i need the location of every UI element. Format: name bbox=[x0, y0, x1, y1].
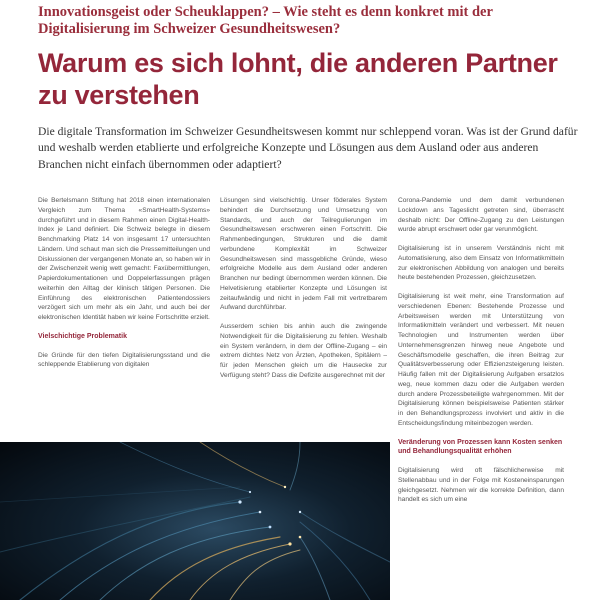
body-column-1 bbox=[38, 196, 210, 444]
section-heading: Vielschichtige Problematik bbox=[38, 332, 127, 340]
body-column-2 bbox=[220, 196, 387, 444]
article-lead: Die digitale Transformation im Schweizer Gesundheitswesen kommt nur schleppend voran. Was ist der Grund dafür und weshalb werden etablierte und erfolgreiche Konzepte und Lösungen aus dem Ausland oder aus anderen Branchen nicht einfach übernommen oder adaptiert? bbox=[38, 125, 578, 171]
body-paragraph: Lösungen sind vielschichtig. Unser föderales System behindert die Durchsetzung und Umsetzung von Standards, und auch der Teilregulierungen im Gesundheitswesen erschweren einen Fortschritt. Die Rahmenbedingungen, Strukturen und die damit verbundene Komplexität im Schweizer Gesundheitswesen sind massgebliche Gründe, wieso erfolgreiche Modelle aus dem Ausland oder anderen Branchen nur bedingt übernommen werden können. Die Helvetisierung etablierter Konzepte und Lösungen ist zeitaufwändig und nicht in jedem Fall mit vertretbarem Aufwand durchführbar. bbox=[220, 197, 387, 312]
body-paragraph: Die Gründe für den tiefen Digitalisierungsstand und die schleppende Etablierung von digitalen bbox=[38, 351, 210, 369]
body-paragraph: Corona-Pandemie und dem damit verbundenen Lockdown ans Tageslicht getreten sind, überrascht deshalb nicht: Der Offline-Zugang zu den Leistungen wurde abrupt erschwert oder gar verunmöglicht. bbox=[398, 197, 564, 234]
body-paragraph: Ausserdem schien bis anhin auch die zwingende Notwendigkeit für die Digitalisierung zu fehlen. Weshalb ein System verändern, in dem der Offline-Zugang – ein extrem dichtes Netz von Ärzten, Apotheken, Spitälern – für jeden Menschen gleich um die Hausecke zur Verfügung steht? Dass die Defizite ausgerechnet mit der bbox=[220, 323, 387, 379]
fiber-optic-image bbox=[0, 442, 390, 600]
section-heading: Veränderung von Prozessen kann Kosten senken und Behandlungsqualität erhöhen bbox=[398, 438, 563, 456]
body-paragraph: Digitalisierung ist in unserem Verständnis nicht mit Automatisierung, also dem Einsatz von Informatikmitteln zur elektronischen Abbildung von analogen und bereits heute bestehenden Prozessen, gleichzusetzen. bbox=[398, 245, 564, 282]
body-paragraph: Digitalisierung ist weit mehr, eine Transformation auf verschiedenen Ebenen: Bestehende Prozesse und Arbeitsweisen werden mit Unterstützung von Informatikmitteln verändert und verbessert. Mit neuen Technologien und Instrumenten werden über Unternehmensgrenzen hinweg neue Angebote und Geschäftsmodelle geschaffen, die ihren Beitrag zur Qualitätsverbesserung oder Effizienzsteigerung leisten. Häufig fallen mit der Digitalisierung Aufgaben ersatzlos weg, neue kommen dazu oder die Aufgaben werden durch andere Prozessbeteiligte wahrgenommen. Mit der Digitalisierung können beispielsweise Patienten stärker in den Behandlungsprozess involviert und aktiv in die Entscheidungsfindung miteinbezogen werden. bbox=[398, 293, 564, 427]
fiber-optic-strands bbox=[0, 442, 390, 600]
body-paragraph: Digitalisierung wird oft fälschlicherweise mit Stellenabbau und in der Folge mit Kosteneinsparungen gleichgesetzt. Nehmen wir die korrekte Definition, dann handelt es sich um eine bbox=[398, 467, 564, 504]
article-kicker: Innovationsgeist oder Scheuklappen? – Wie steht es denn konkret mit der Digitalisierung im Schweizer Gesundheitswesen? bbox=[38, 4, 493, 37]
article-headline: Warum es sich lohnt, die anderen Partner zu verstehen bbox=[38, 48, 558, 110]
body-paragraph: Die Bertelsmann Stiftung hat 2018 einen internationalen Vergleich zum Thema «SmartHealth-Systems» durchgeführt und in diesem Rahmen einen Digital-Health-Index je Land definiert. Die Schweiz belegte in diesem Benchmarking Platz 14 von insgesamt 17 untersuchten Ländern. Und schaut man sich die Pressemitteilungen und Diskussionen der vergangenen Monate an, so haben wir in der Zwischenzeit wenig wett gemacht: Faxübermittlungen, Papierdokumentationen und Doppelerfassungen prägen weiterhin den Alltag der klinisch tätigen Personen. Die Einführung des elektronischen Patientendossiers verzögert sich um mehr als ein Jahr, und auch bei der elektronischen Identität haben wir keine Fortschritte erzielt. bbox=[38, 197, 210, 321]
body-column-3 bbox=[398, 196, 564, 600]
